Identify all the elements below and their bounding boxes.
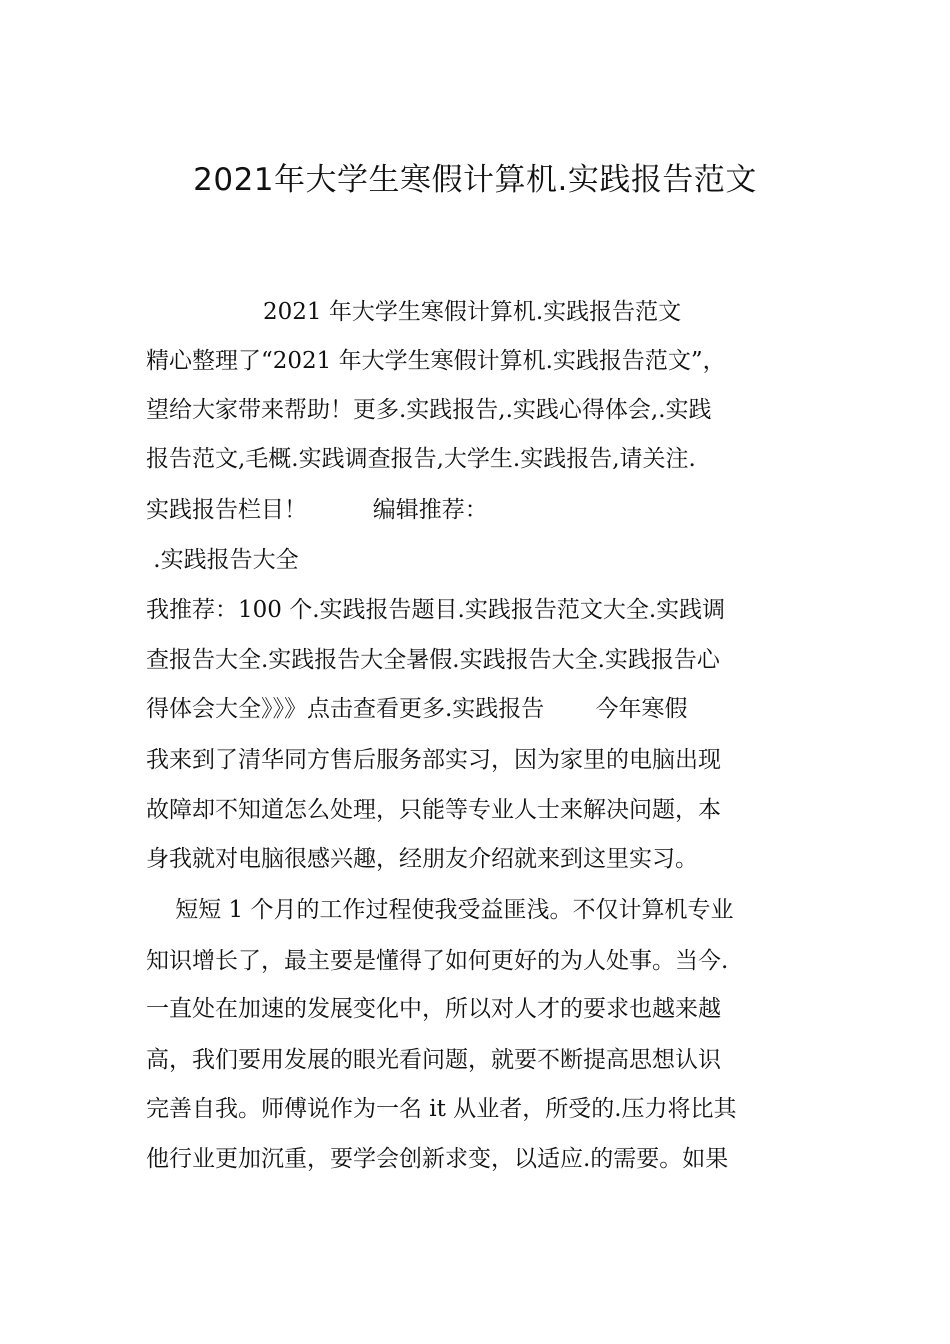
document-title: 2021年大学生寒假计算机.实践报告范文 [193, 162, 757, 198]
body-line: 一直处在加速的发展变化中，所以对人才的要求也越来越 [146, 996, 721, 1022]
body-line: 故障却不知道怎么处理，只能等专业人士来解决问题，本 [146, 797, 721, 823]
body-line: 2021 年大学生寒假计算机.实践报告范文 [146, 299, 682, 325]
body-line: 知识增长了，最主要是懂得了如何更好的为人处事。当今. [146, 948, 729, 974]
body-line: 他行业更加沉重，要学会创新求变，以适应.的需要。如果 [146, 1146, 729, 1172]
body-line: 高，我们要用发展的眼光看问题，就要不断提高思想认识 [146, 1047, 721, 1073]
body-line: 我来到了清华同方售后服务部实习，因为家里的电脑出现 [146, 747, 721, 773]
body-line: 报告范文,毛概.实践调查报告,大学生.实践报告,请关注. [146, 446, 696, 472]
body-line: 完善自我。师傅说作为一名 it 从业者，所受的.压力将比其 [146, 1096, 737, 1122]
body-line: 得体会大全》》》点击查看更多.实践报告 今年寒假 [146, 696, 688, 722]
body-line: 我推荐：100 个.实践报告题目.实践报告范文大全.实践调 [146, 597, 726, 623]
body-line: 望给大家带来帮助！更多.实践报告,.实践心得体会,.实践 [146, 397, 712, 423]
body-line: 身我就对电脑很感兴趣，经朋友介绍就来到这里实习。 [146, 846, 698, 872]
body-line: .实践报告大全 [146, 547, 299, 573]
body-line: 短短 1 个月的工作过程使我受益匪浅。不仅计算机专业 [146, 897, 734, 923]
body-line: 精心整理了“2021 年大学生寒假计算机.实践报告范文”， [146, 348, 726, 374]
body-line: 查报告大全.实践报告大全暑假.实践报告大全.实践报告心 [146, 647, 720, 673]
body-line: 实践报告栏目！ 编辑推荐： [146, 497, 488, 523]
